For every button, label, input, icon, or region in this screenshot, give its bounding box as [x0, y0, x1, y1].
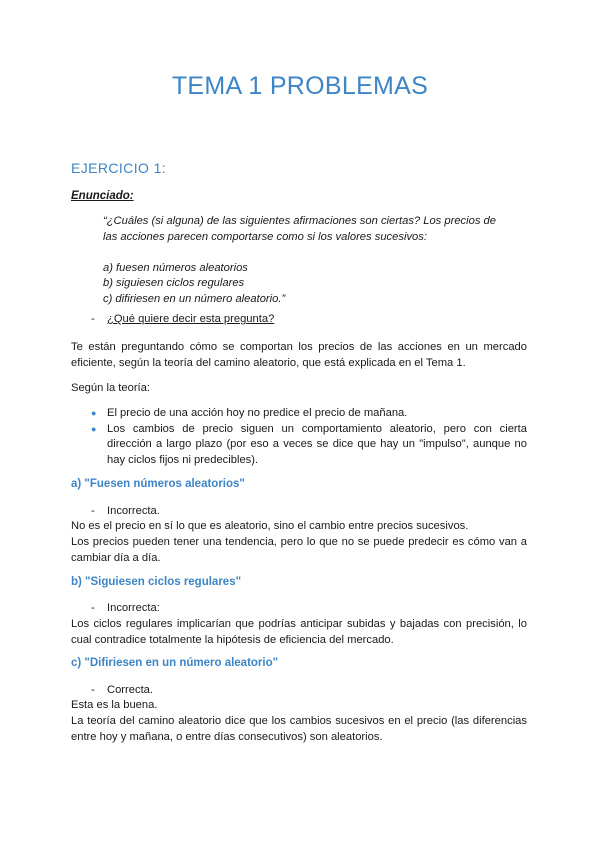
list-item [91, 422, 527, 469]
bullet-text: Los cambios de precio siguen un comportamiento aleatorio, pero con cierta dirección a largo plazo (por eso a veces se dice que hay un "impulso", aunque no hay ciclos fijos ni predecibles). [107, 422, 527, 466]
theory-intro [71, 380, 527, 396]
section-b-heading: b) "Siguiesen ciclos regulares" [71, 576, 242, 588]
section-c-line1: Esta es la buena. [71, 699, 158, 711]
section-a-body [71, 518, 527, 566]
statement-label: Enunciado: [71, 190, 134, 202]
question-item [91, 313, 521, 325]
statement-option-a: a) fuesen números aleatorios [103, 261, 248, 274]
section-b-line1: Los ciclos regulares implicarían que podrías anticipar subidas y bajadas con precisión, lo cual contradice totalmente la hipótesis de eficiencia del mercado. [71, 618, 527, 646]
section-b-body [71, 616, 527, 648]
section-c-heading: c) "Difiriesen en un número aleatorio" [71, 657, 279, 669]
section-a-verdict [91, 505, 160, 517]
theory-bullet-list [91, 406, 527, 468]
section-a-line2: Los precios pueden tener una tendencia, pero lo que no se puede predecir es cómo van a cambiar día a día. [71, 536, 527, 564]
verdict-text: Incorrecta: [107, 602, 160, 614]
bullet-dot-icon: ● [91, 423, 97, 434]
theory-intro-text: Según la teoría: [71, 382, 150, 394]
section-a-line1: No es el precio en sí lo que es aleatorio, sino el cambio entre precios sucesivos. [71, 520, 469, 532]
statement-quote [103, 214, 523, 307]
bullet-text: El precio de una acción hoy no predice el precio de mañana. [107, 407, 408, 419]
verdict-text: Correcta. [107, 684, 154, 696]
list-item [91, 406, 527, 422]
statement-option-b: b) siguiesen ciclos regulares [103, 277, 245, 289]
section-c-verdict [91, 684, 153, 696]
page-title: TEMA 1 PROBLEMAS [171, 72, 429, 100]
section-b-verdict [91, 602, 160, 614]
explanation-text: Te están preguntando cómo se comportan los precios de las acciones en un mercado eficiente, según la teoría del camino aleatorio, que está explicada en el Tema 1. [71, 341, 527, 369]
dash-marker: - [91, 505, 95, 517]
statement-intro-line2: las acciones parecen comportarse como si los valores sucesivos: [103, 230, 427, 243]
section-c-body [71, 697, 527, 745]
explanation-paragraph [71, 339, 527, 371]
section-a-heading: a) "Fuesen números aleatorios" [71, 478, 245, 490]
statement-intro-line1: “¿Cuáles (si alguna) de las siguientes afirmaciones son ciertas? Los precios de [103, 215, 496, 227]
exercise-heading: EJERCICIO 1: [71, 160, 167, 176]
bullet-dot-icon: ● [91, 408, 97, 418]
dash-marker: - [91, 313, 95, 325]
dash-marker: - [91, 602, 95, 614]
dash-marker: - [91, 684, 95, 696]
statement-option-c: c) difiriesen en un número aleatorio.” [103, 292, 286, 305]
verdict-text: Incorrecta. [107, 505, 160, 517]
question-text: ¿Qué quiere decir esta pregunta? [107, 313, 275, 325]
section-c-line2: La teoría del camino aleatorio dice que los cambios sucesivos en el precio (las diferencias entre hoy y mañana, o entre días consecutivos) son aleatorios. [71, 715, 527, 743]
